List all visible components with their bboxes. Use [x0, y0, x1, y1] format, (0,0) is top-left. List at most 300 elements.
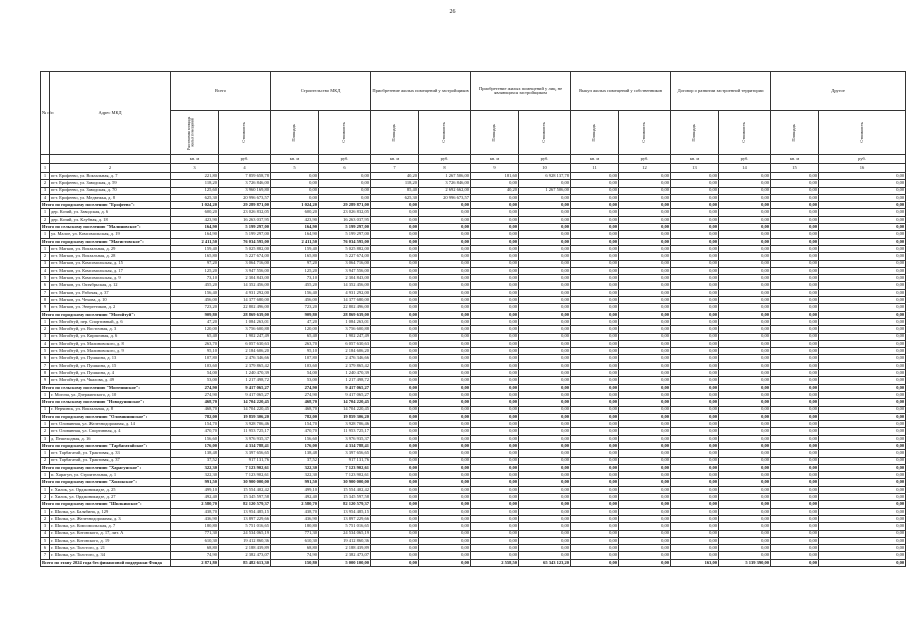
table-cell: 4: [41, 340, 50, 347]
table-cell: 0,00: [819, 406, 906, 413]
table-cell: 0,00: [419, 391, 471, 398]
table-cell: 29 289 871,00: [219, 202, 271, 209]
table-cell: 0,00: [771, 202, 819, 209]
table-cell: 263,70: [171, 340, 219, 347]
header-group-nondeveloper-purchase: Приобретение жилых помещений у лиц, не являющихся застройщиком: [471, 72, 571, 111]
table-cell: 0,00: [471, 209, 519, 216]
subtotal-row: [41, 238, 906, 245]
table-cell: 0,00: [819, 209, 906, 216]
table-cell: 274,90: [171, 384, 219, 391]
unit-cell: кв. м: [471, 155, 519, 164]
table-cell: 0,00: [771, 391, 819, 398]
table-cell: 0,00: [719, 428, 771, 435]
table-cell: 3: [41, 260, 50, 267]
table-cell: 0,00: [471, 194, 519, 201]
table-cell: 40,20: [371, 173, 419, 180]
table-cell: 0,00: [371, 311, 419, 318]
table-cell: 0,00: [519, 450, 571, 457]
table-cell: 0,00: [371, 391, 419, 398]
table-cell: 0,00: [571, 267, 619, 274]
table-cell: 0,00: [771, 304, 819, 311]
table-row: [41, 187, 906, 194]
table-cell: 22 802 496,00: [319, 304, 371, 311]
table-row: [41, 231, 906, 238]
table-cell: 0,00: [519, 216, 571, 223]
header-group-total: Всего: [171, 72, 271, 111]
table-cell: 468,70: [171, 399, 219, 406]
table-cell: 29 289 871,00: [319, 202, 371, 209]
unit-cell: руб.: [619, 155, 671, 164]
table-cell: г. Шилка, ул. Комсомольская, д. 7: [50, 523, 171, 530]
table-cell: 2 382 473,07: [219, 552, 271, 559]
table-cell: 1: [41, 245, 50, 252]
table-cell: 0,00: [819, 311, 906, 318]
table-cell: 3 064 716,00: [219, 260, 271, 267]
table-cell: 0,00: [719, 304, 771, 311]
table-cell: 0,00: [371, 501, 419, 508]
table-cell: 0,00: [571, 333, 619, 340]
table-row: [41, 457, 906, 464]
table-cell: 0,00: [571, 494, 619, 501]
table-cell: г. Хилок, ул. Орджоникидзе, д. 27: [50, 494, 171, 501]
table-cell: 0,00: [771, 282, 819, 289]
table-cell: 0,00: [619, 333, 671, 340]
table-cell: 0,00: [371, 552, 419, 559]
table-cell: 0,00: [419, 209, 471, 216]
table-cell: 3 928 706,46: [219, 421, 271, 428]
table-cell: 3 947 556,00: [319, 267, 371, 274]
table-cell: 0,00: [471, 304, 519, 311]
table-cell: 0,00: [371, 457, 419, 464]
table-cell: 0,00: [771, 523, 819, 530]
table-cell: 0,00: [371, 479, 419, 486]
table-cell: 0,00: [371, 515, 419, 522]
table-cell: 0,00: [719, 370, 771, 377]
table-cell: 107,80: [171, 355, 219, 362]
table-cell: 0,00: [771, 333, 819, 340]
table-cell: 0,00: [771, 245, 819, 252]
table-cell: 0,00: [471, 530, 519, 537]
table-cell: 0,00: [371, 537, 419, 544]
table-cell: 0,00: [719, 552, 771, 559]
table-cell: 95,10: [171, 348, 219, 355]
table-cell: 0,00: [719, 377, 771, 384]
col-number: 10: [519, 164, 571, 173]
table-cell: 0,00: [619, 326, 671, 333]
table-cell: 0,00: [771, 253, 819, 260]
table-cell: 0,00: [471, 501, 519, 508]
table-cell: 3 397 656,65: [219, 450, 271, 457]
table-cell: 0,00: [571, 552, 619, 559]
table-cell: 0,00: [671, 457, 719, 464]
table-cell: 0,00: [371, 202, 419, 209]
table-row: [41, 275, 906, 282]
table-cell: 0,00: [819, 362, 906, 369]
table-cell: 2 184 606,20: [219, 348, 271, 355]
table-cell: 0,00: [671, 537, 719, 544]
table-cell: 0,00: [819, 457, 906, 464]
table-cell: 1: [41, 318, 50, 325]
table-cell: 0,00: [771, 224, 819, 231]
table-cell: 0,00: [619, 318, 671, 325]
table-cell: 0,00: [571, 464, 619, 471]
table-cell: 0,00: [719, 238, 771, 245]
table-row: [41, 537, 906, 544]
table-cell: 3: [41, 523, 50, 530]
table-row: [41, 267, 906, 274]
table-cell: 0,00: [719, 348, 771, 355]
table-cell: 0,00: [571, 173, 619, 180]
table-cell: 156,60: [171, 435, 219, 442]
table-cell: 5 139 390,00: [719, 559, 771, 566]
table-cell: 0,00: [571, 450, 619, 457]
table-cell: 0,00: [671, 253, 719, 260]
header-sub-cost: Стоимость: [819, 111, 906, 155]
table-cell: 0,00: [619, 457, 671, 464]
table-cell: 164,90: [171, 224, 219, 231]
table-cell: 68,80: [271, 545, 319, 552]
table-cell: 423,90: [271, 216, 319, 223]
table-cell: 0,00: [719, 224, 771, 231]
table-cell: 0,00: [671, 377, 719, 384]
table-cell: 0,00: [519, 486, 571, 493]
table-cell: 0,00: [671, 304, 719, 311]
table-cell: 2 382 473,07: [319, 552, 371, 559]
table-cell: 0,00: [271, 173, 319, 180]
table-cell: 991,50: [271, 479, 319, 486]
table-cell: 438,70: [271, 508, 319, 515]
table-cell: пгт. Могойтуй, ул. Кирпичная, д. 6: [50, 333, 171, 340]
table-cell: 0,00: [371, 377, 419, 384]
table-cell: 0,00: [771, 289, 819, 296]
table-cell: 0,00: [671, 245, 719, 252]
table-cell: 0,00: [671, 508, 719, 515]
table-cell: 0,00: [519, 523, 571, 530]
table-cell: пгт. Могойтуй, ул. Малиновского, д. 9: [50, 348, 171, 355]
table-cell: 0,00: [571, 326, 619, 333]
table-cell: 0,00: [571, 537, 619, 544]
table-cell: 0,00: [519, 508, 571, 515]
table-cell: 0,00: [719, 406, 771, 413]
subtotal-label: Итого по городскому поселению "Магистовское":: [41, 238, 171, 245]
table-cell: 0,00: [471, 216, 519, 223]
table-cell: 0,00: [619, 224, 671, 231]
table-cell: 164,90: [271, 224, 319, 231]
table-cell: 0,00: [571, 391, 619, 398]
table-cell: 0,00: [419, 289, 471, 296]
table-cell: 15 345 597,58: [219, 494, 271, 501]
table-cell: 0,00: [471, 362, 519, 369]
table-cell: 82 120 579,37: [219, 501, 271, 508]
table-cell: 2 184 606,20: [319, 348, 371, 355]
table-cell: 1 267 506,00: [519, 187, 571, 194]
table-cell: 0,00: [371, 545, 419, 552]
table-cell: 0,00: [819, 435, 906, 442]
table-cell: 436,90: [271, 515, 319, 522]
table-cell: 0,00: [719, 267, 771, 274]
table-cell: 3 726 846,00: [219, 180, 271, 187]
table-cell: 8: [41, 297, 50, 304]
table-cell: 0,00: [419, 275, 471, 282]
table-row: [41, 486, 906, 493]
table-cell: 0,00: [371, 238, 419, 245]
table-cell: 0,00: [471, 421, 519, 428]
subtotal-row: [41, 202, 906, 209]
table-cell: 0,00: [619, 340, 671, 347]
table-cell: 0,00: [819, 326, 906, 333]
table-cell: 82 120 579,37: [319, 501, 371, 508]
table-cell: 771,30: [171, 530, 219, 537]
table-cell: 0,00: [819, 289, 906, 296]
table-cell: 0,00: [619, 282, 671, 289]
table-cell: 138,48: [171, 450, 219, 457]
table-cell: 0,00: [471, 435, 519, 442]
table-cell: 0,00: [471, 260, 519, 267]
subtotal-row: [41, 224, 906, 231]
col-number: 7: [371, 164, 419, 173]
table-cell: пгт. Магков, ул. Энергетиков, д. 2: [50, 304, 171, 311]
table-cell: 24 534 065,19: [319, 530, 371, 537]
table-cell: 0,00: [371, 231, 419, 238]
table-cell: 0,00: [771, 180, 819, 187]
table-cell: 0,00: [371, 523, 419, 530]
table-cell: 0,00: [819, 523, 906, 530]
table-cell: 0,00: [471, 428, 519, 435]
table-row: [41, 253, 906, 260]
unit-cell: руб.: [419, 155, 471, 164]
table-row: [41, 216, 906, 223]
table-cell: 0,00: [819, 245, 906, 252]
table-cell: 0,00: [719, 245, 771, 252]
table-cell: 3 976 935,37: [219, 435, 271, 442]
table-cell: 0,00: [519, 442, 571, 449]
table-cell: 0,00: [571, 209, 619, 216]
subtotal-row: [41, 501, 906, 508]
table-cell: 0,00: [319, 194, 371, 201]
table-cell: 0,00: [671, 216, 719, 223]
table-cell: 0,00: [719, 333, 771, 340]
table-cell: 47,20: [171, 318, 219, 325]
table-row: [41, 173, 906, 180]
table-cell: 5 199 297,00: [319, 231, 371, 238]
table-cell: 0,00: [771, 355, 819, 362]
table-cell: 909,80: [171, 311, 219, 318]
table-cell: 0,00: [419, 530, 471, 537]
table-cell: 0,00: [619, 479, 671, 486]
table-cell: 0,00: [571, 399, 619, 406]
table-cell: 19 412 860,36: [319, 537, 371, 544]
table-cell: 0,00: [771, 457, 819, 464]
table-cell: 4: [41, 530, 50, 537]
table-row: [41, 508, 906, 515]
table-cell: 263,70: [271, 340, 319, 347]
header-group-developer-purchase: Приобретение жилых помещений у застройщиков: [371, 72, 471, 111]
col-number: 16: [819, 164, 906, 173]
col-number: 2: [50, 164, 171, 173]
table-cell: пгт. Ерофеево, ул. Заводская, д. 70: [50, 187, 171, 194]
table-cell: 0,00: [771, 384, 819, 391]
table-cell: 0,00: [719, 537, 771, 544]
table-cell: 3 756 600,88: [219, 326, 271, 333]
table-cell: 0,00: [571, 340, 619, 347]
table-cell: 0,00: [771, 537, 819, 544]
table-cell: пгт. Магков, ул. Рабочая, д. 37: [50, 289, 171, 296]
subtotal-label: Итого по городскому поселению "Шилкинское":: [41, 501, 171, 508]
table-cell: 37,52: [271, 457, 319, 464]
table-cell: 909,80: [271, 311, 319, 318]
table-cell: 2 379 865,42: [219, 362, 271, 369]
table-cell: 0,00: [819, 318, 906, 325]
table-cell: 73,10: [271, 275, 319, 282]
table-cell: 54,00: [171, 370, 219, 377]
table-cell: 0,00: [819, 370, 906, 377]
table-cell: 7 123 902,61: [319, 464, 371, 471]
table-cell: 0,00: [471, 238, 519, 245]
table-cell: 0,00: [619, 238, 671, 245]
table-cell: 0,00: [819, 238, 906, 245]
table-cell: 0,00: [719, 253, 771, 260]
table-row: [41, 435, 906, 442]
table-cell: 9: [41, 377, 50, 384]
table-cell: 0,00: [471, 245, 519, 252]
table-cell: 0,00: [371, 406, 419, 413]
table-cell: 0,00: [371, 508, 419, 515]
table-cell: 0,00: [471, 472, 519, 479]
table-cell: 0,00: [419, 326, 471, 333]
table-cell: 0,00: [819, 216, 906, 223]
table-cell: 0,00: [771, 370, 819, 377]
table-cell: 0,00: [719, 297, 771, 304]
table-cell: 2 476 346,66: [319, 355, 371, 362]
table-cell: 0,00: [419, 545, 471, 552]
table-cell: 0,00: [371, 384, 419, 391]
table-cell: 1: [41, 508, 50, 515]
table-cell: 47,20: [271, 318, 319, 325]
table-cell: 7 123 902,61: [319, 472, 371, 479]
col-number: 8: [419, 164, 471, 173]
table-cell: 0,00: [471, 508, 519, 515]
table-cell: 0,00: [819, 355, 906, 362]
table-cell: 470,70: [171, 428, 219, 435]
table-cell: 7 123 902,61: [219, 464, 271, 471]
table-cell: 0,00: [519, 231, 571, 238]
table-cell: 2: [41, 253, 50, 260]
table-cell: 0,00: [671, 486, 719, 493]
table-cell: 0,00: [819, 180, 906, 187]
table-cell: 0,00: [519, 413, 571, 420]
table-cell: 0,00: [719, 326, 771, 333]
table-cell: 0,00: [619, 545, 671, 552]
table-cell: 6 928 137,78: [519, 173, 571, 180]
table-cell: 0,00: [571, 238, 619, 245]
table-cell: 436,90: [171, 515, 219, 522]
table-cell: 0,00: [519, 457, 571, 464]
table-cell: 0,00: [471, 253, 519, 260]
table-cell: 0,00: [719, 384, 771, 391]
table-cell: 2: [41, 180, 50, 187]
table-cell: 0,00: [819, 413, 906, 420]
table-cell: 0,00: [471, 355, 519, 362]
table-cell: 499,10: [271, 486, 319, 493]
table-cell: 0,00: [819, 202, 906, 209]
table-cell: 0,00: [771, 545, 819, 552]
table-cell: 0,00: [419, 479, 471, 486]
table-cell: г. Нерчинск, ул. Вокзальная, д. 8: [50, 406, 171, 413]
table-cell: 14 377 680,00: [219, 297, 271, 304]
subtotal-label: Итого по сельскому поселению "Малиновское":: [41, 224, 171, 231]
table-cell: 14 704 220,45: [219, 399, 271, 406]
table-cell: 22 802 496,00: [219, 304, 271, 311]
table-cell: 53,00: [271, 377, 319, 384]
table-row: [41, 355, 906, 362]
table-cell: 0,00: [519, 537, 571, 544]
table-cell: 0,00: [671, 238, 719, 245]
table-cell: 600,20: [271, 209, 319, 216]
table-cell: 0,00: [619, 399, 671, 406]
table-cell: 23 026 832,05: [219, 209, 271, 216]
table-cell: 0,00: [571, 523, 619, 530]
table-cell: 2 411,50: [171, 238, 219, 245]
table-cell: 6: [41, 355, 50, 362]
table-cell: 0,00: [419, 442, 471, 449]
table-cell: 0,00: [719, 508, 771, 515]
table-cell: 9 417 065,27: [319, 384, 371, 391]
table-cell: 0,00: [419, 552, 471, 559]
table-cell: 0,00: [519, 545, 571, 552]
table-cell: 0,00: [371, 267, 419, 274]
table-cell: 5 199 297,00: [219, 231, 271, 238]
table-row: [41, 362, 906, 369]
table-cell: пгт. Ерофеево, ул. Заводская, д. 59: [50, 180, 171, 187]
table-cell: 0,00: [819, 421, 906, 428]
table-cell: 0,00: [771, 552, 819, 559]
header-sub-cost: Стоимость: [319, 111, 371, 155]
table-cell: 40,20: [471, 187, 519, 194]
table-cell: 0,00: [619, 355, 671, 362]
table-cell: 0,00: [771, 413, 819, 420]
table-cell: 159,40: [271, 245, 319, 252]
table-cell: 150,80: [271, 559, 319, 566]
table-cell: 6 057 630,63: [319, 340, 371, 347]
header-sub-area: Площадь: [771, 111, 819, 155]
unit-cell: руб.: [719, 155, 771, 164]
table-cell: 0,00: [371, 326, 419, 333]
table-cell: 0,00: [719, 450, 771, 457]
table-cell: 492,40: [171, 494, 219, 501]
table-cell: 0,00: [471, 515, 519, 522]
table-cell: 0,00: [671, 297, 719, 304]
table-cell: пгт. Могойтуй, ул. Пушкина, д. 13: [50, 355, 171, 362]
table-cell: 0,00: [771, 275, 819, 282]
table-cell: 5 227 674,00: [219, 253, 271, 260]
subtotal-row: [41, 384, 906, 391]
table-cell: 723,20: [171, 304, 219, 311]
table-cell: 0,00: [419, 457, 471, 464]
table-cell: 0,00: [619, 370, 671, 377]
table-cell: пгт. Ерофеево, ул. Медвежья, д. 8: [50, 194, 171, 201]
table-cell: 0,00: [519, 333, 571, 340]
table-cell: 0,00: [819, 391, 906, 398]
table-cell: 0,00: [819, 377, 906, 384]
table-cell: 0,00: [819, 559, 906, 566]
table-cell: 6: [41, 545, 50, 552]
table-cell: 118,20: [171, 180, 219, 187]
table-cell: 0,00: [771, 406, 819, 413]
table-cell: 991,50: [171, 479, 219, 486]
table-cell: 0,00: [671, 523, 719, 530]
table-cell: 0,00: [319, 187, 371, 194]
table-cell: 7 859 658,78: [219, 173, 271, 180]
